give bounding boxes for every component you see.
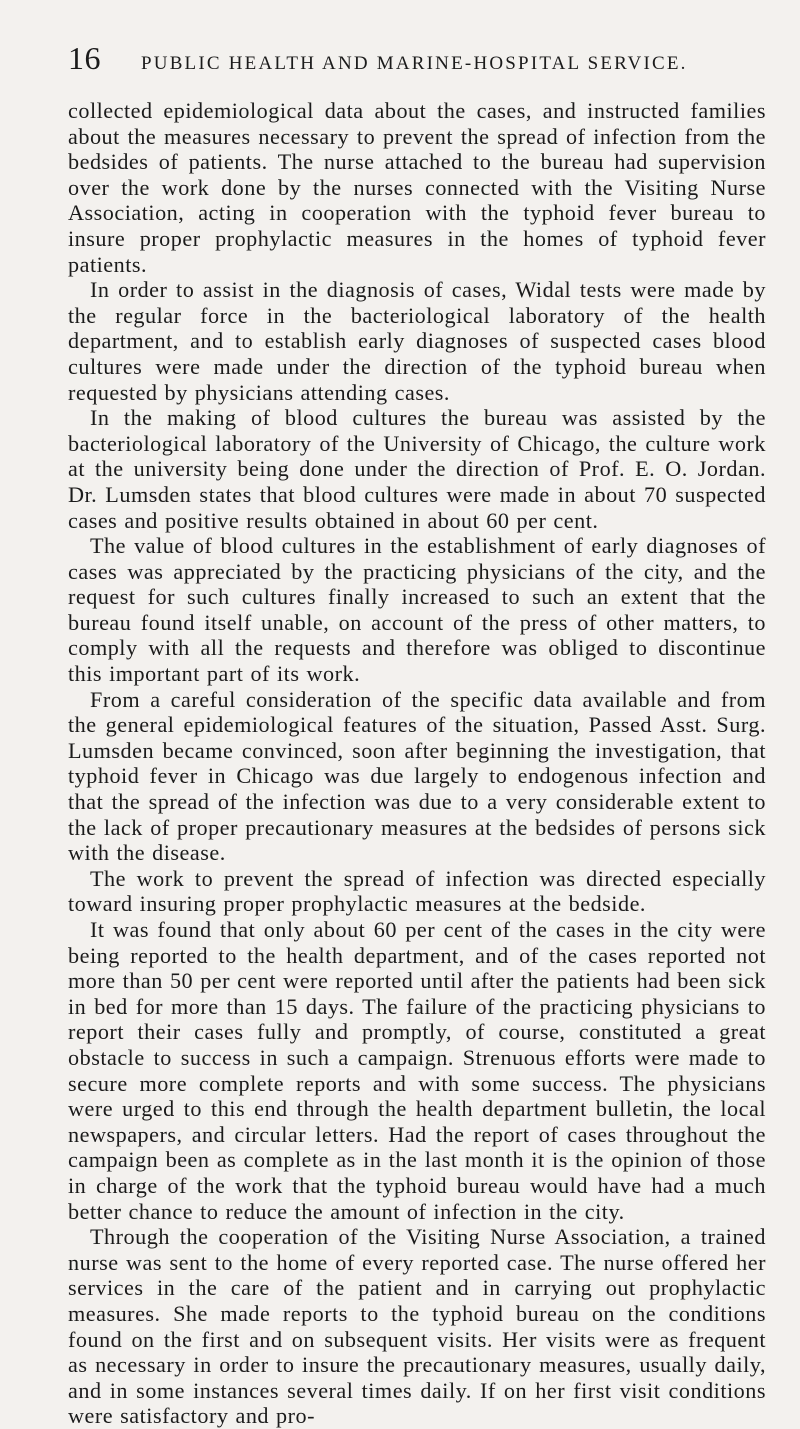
paragraph: In the making of blood cultures the bureau was assisted by the bacteriological laboratory of the University of Chicago, the culture work at the university being done under the direction of Prof. E. O. Jordan. Dr. Lumsden states that blood cultures were made in about 70 suspected cases and positive results obtained in about 60 per cent.: [68, 405, 766, 533]
body-text: [68, 98, 766, 1429]
paragraph: It was found that only about 60 per cent of the cases in the city were being reported to the health department, and of the cases reported not more than 50 per cent were reported until after the patients had been sick in bed for more than 15 days. The failure of the practicing physicians to report their cases fully and promptly, of course, constituted a great obstacle to success in such a campaign. Strenuous efforts were made to secure more complete reports and with some success. The physicians were urged to this end through the health department bulletin, the local newspapers, and circular letters. Had the report of cases throughout the campaign been as complete as in the last month it is the opinion of those in charge of the work that the typhoid bureau would have had a much better chance to reduce the amount of infection in the city.: [68, 917, 766, 1224]
paragraph: collected epidemiological data about the cases, and instructed families about the measures necessary to prevent the spread of infection from the bedsides of patients. The nurse attached to the bureau had supervision over the work done by the nurses connected with the Visiting Nurse Association, acting in cooperation with the typhoid fever bureau to insure proper prophylactic measures in the homes of typhoid fever patients.: [68, 98, 766, 277]
paragraph: From a careful consideration of the specific data available and from the general epidemiological features of the situation, Passed Asst. Surg. Lumsden became convinced, soon after beginning the investigation, that typhoid fever in Chicago was due largely to endogenous infection and that the spread of the infection was due to a very considerable extent to the lack of proper precautionary measures at the bedsides of persons sick with the disease.: [68, 686, 766, 866]
paragraph: Through the cooperation of the Visiting Nurse Association, a trained nurse was sent to the home of every reported case. The nurse offered her services in the care of the patient and in carrying out prophylactic measures. She made reports to the typhoid bureau on the conditions found on the first and on subsequent visits. Her visits were as frequent as necessary in order to insure the precautionary measures, usually daily, and in some instances several times daily. If on her first visit conditions were satisfactory and pro-: [68, 1224, 766, 1429]
paragraph: The value of blood cultures in the establishment of early diagnoses of cases was appreciated by the practicing physicians of the city, and the request for such cultures finally increased to such an extent that the bureau found itself unable, on account of the press of other matters, to comply with all the requests and therefore was obliged to discontinue this important part of its work.: [68, 533, 766, 687]
running-title: PUBLIC HEALTH AND MARINE-HOSPITAL SERVICE.: [141, 53, 688, 74]
paragraph: The work to prevent the spread of infection was directed especially toward insuring proper prophylactic measures at the bedside.: [68, 865, 766, 917]
page-number: 16: [68, 40, 101, 76]
paragraph: In order to assist in the diagnosis of cases, Widal tests were made by the regular force in the bacteriological laboratory of the health department, and to establish early diagnoses of suspected cases blood cultures were made under the direction of the typhoid bureau when requested by physicians attending cases.: [68, 277, 766, 405]
running-header: [68, 40, 766, 76]
